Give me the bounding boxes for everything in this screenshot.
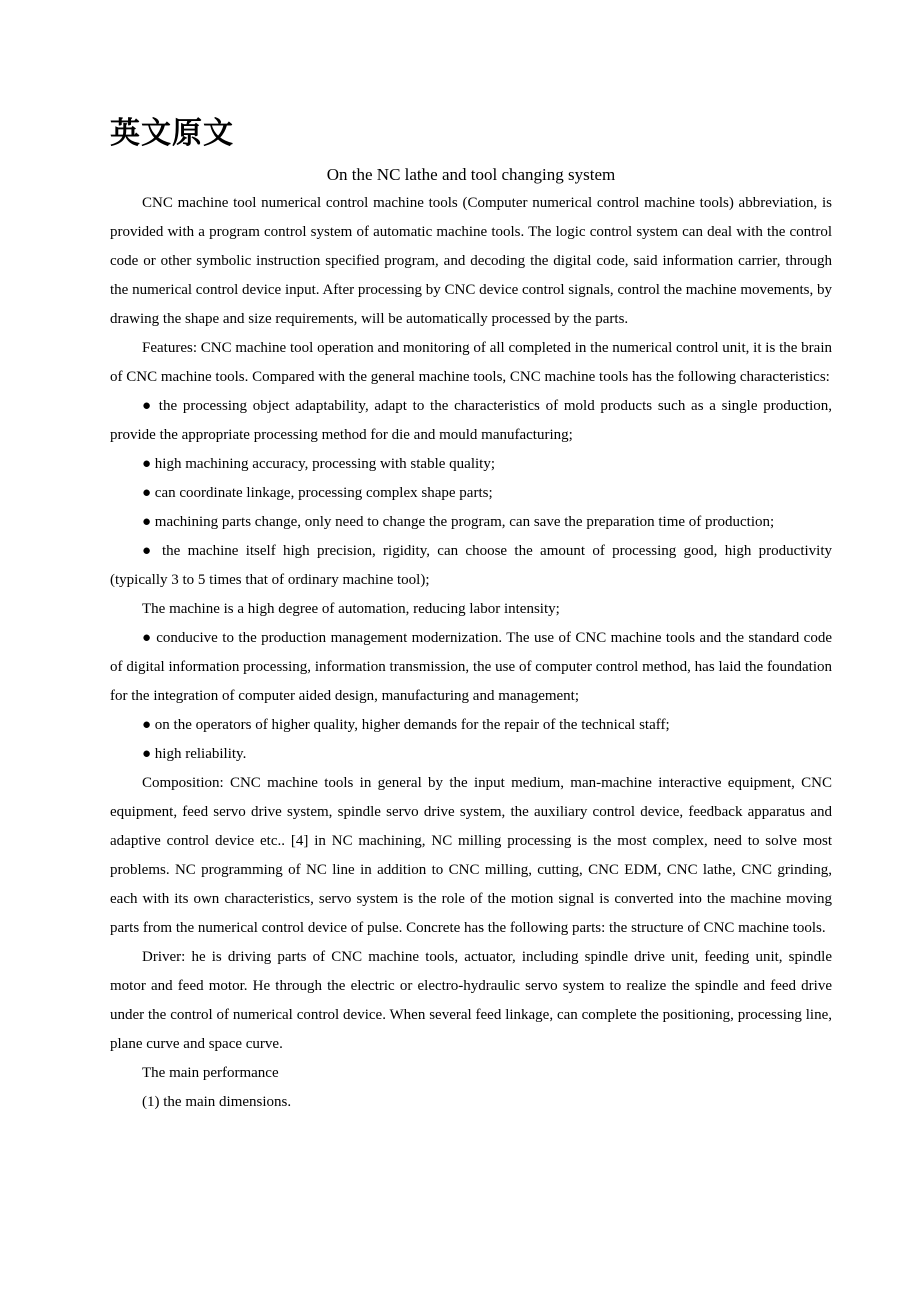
document-page <box>110 112 832 1117</box>
bullet-precision: ● the machine itself high precision, rigidity, can choose the amount of processing good, high productivity (typically 3 to 5 times that of ordinary machine tool); <box>110 543 832 588</box>
bullet-reliability: ● high reliability. <box>142 746 247 762</box>
paragraph-automation: The machine is a high degree of automation, reducing labor intensity; <box>142 601 560 617</box>
paragraph-main-dimensions: (1) the main dimensions. <box>142 1094 292 1110</box>
bullet-modernization: ● conducive to the production management modernization. The use of CNC machine tools and the standard code of digital information processing, information transmission, the use of computer control method, has laid the foundation for the integration of computer aided design, manufacturing and management; <box>110 630 832 704</box>
paragraph-driver: Driver: he is driving parts of CNC machine tools, actuator, including spindle drive unit, feeding unit, spindle motor and feed motor. He through the electric or electro-hydraulic servo system to realize the spindle and feed drive under the control of numerical control device. When several feed linkage, can complete the positioning, processing line, plane curve and space curve. <box>110 949 832 1052</box>
paragraph-features: Features: CNC machine tool operation and monitoring of all completed in the numerical control unit, it is the brain of CNC machine tools. Compared with the general machine tools, CNC machine tools has the following characteristics: <box>110 340 832 385</box>
bullet-linkage: ● can coordinate linkage, processing complex shape parts; <box>142 485 493 501</box>
section-heading: 英文原文 <box>110 116 234 151</box>
document-title: On the NC lathe and tool changing system <box>326 165 616 184</box>
paragraph-main-performance: The main performance <box>142 1065 279 1081</box>
bullet-operators: ● on the operators of higher quality, higher demands for the repair of the technical staff; <box>142 717 670 733</box>
paragraph-composition: Composition: CNC machine tools in general by the input medium, man-machine interactive equipment, CNC equipment, feed servo drive system, spindle servo drive system, the auxiliary control device, feedback apparatus and adaptive control device etc.. [4] in NC machining, NC milling processing is the most complex, need to solve most problems. NC programming of NC line in addition to CNC milling, cutting, CNC EDM, CNC lathe, CNC grinding, each with its own characteristics, servo system is the role of the motion signal is converted into the machine moving parts from the numerical control device of pulse. Concrete has the following parts: the structure of CNC machine tools. <box>110 775 832 936</box>
paragraph-intro: CNC machine tool numerical control machine tools (Computer numerical control machine tools) abbreviation, is provided with a program control system of automatic machine tools. The logic control system can deal with the control code or other symbolic instruction specified program, and decoding the digital code, said information carrier, through the numerical control device input. After processing by CNC device control signals, control the machine movements, by drawing the shape and size requirements, will be automatically processed by the parts. <box>110 195 832 327</box>
bullet-accuracy: ● high machining accuracy, processing with stable quality; <box>142 456 495 472</box>
bullet-parts-change: ● machining parts change, only need to change the program, can save the preparation time of production; <box>142 514 775 530</box>
bullet-adaptability: ● the processing object adaptability, adapt to the characteristics of mold products such as a single production, provide the appropriate processing method for die and mould manufacturing; <box>110 398 832 443</box>
